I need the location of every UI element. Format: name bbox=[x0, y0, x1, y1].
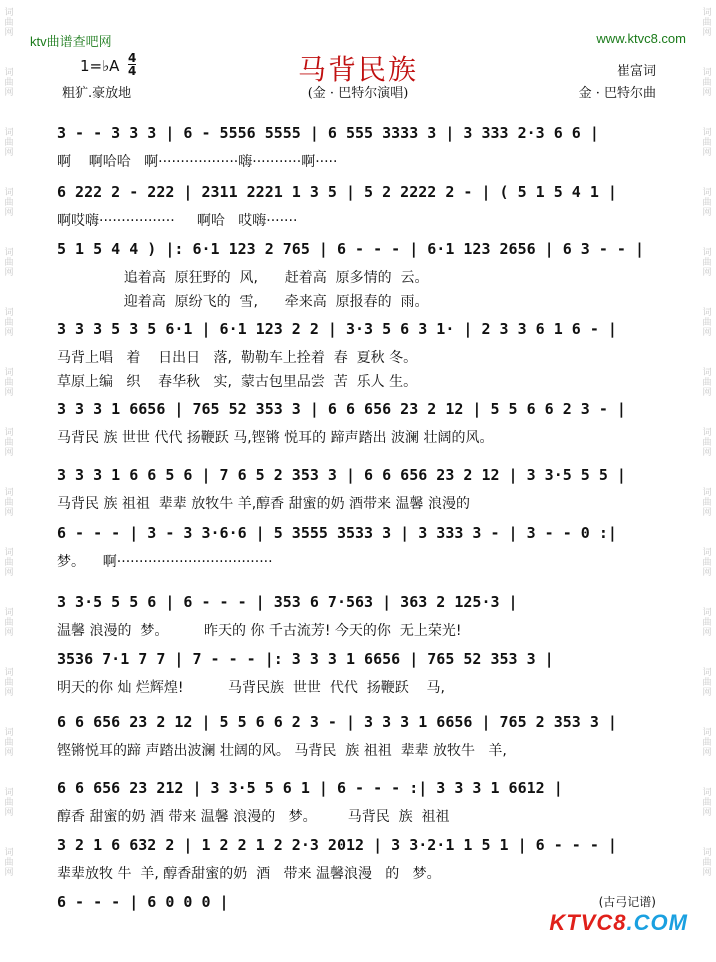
composer: 金 · 巴特尔曲 bbox=[578, 86, 656, 101]
lyric-line: 马背上唱 着 日出日 落, 勒勒车上拴着 春 夏秋 冬。 bbox=[57, 350, 418, 366]
watermark-text: 词 曲 网 bbox=[4, 548, 14, 578]
watermark-text: 词 曲 网 bbox=[4, 68, 14, 98]
site-name-left[interactable]: ktv曲谱查吧网 bbox=[30, 34, 112, 49]
lyric-line: 啊 啊哈哈 啊··················嗨···········啊····· bbox=[57, 154, 338, 170]
lyric-line: 铿锵悦耳的蹄 声踏出波澜 壮阔的风。 马背民 族 祖祖 辈辈 放牧牛 羊, bbox=[57, 743, 507, 759]
lyric-line: 草原上编 织 春华秋 实, 蒙古包里品尝 苦 乐人 生。 bbox=[57, 374, 418, 390]
lyric-line: 明天的你 灿 烂辉煌! 马背民族 世世 代代 扬鞭跃 马, bbox=[57, 680, 445, 696]
notation-line: 3 3 3 1 6656 | 765 52 353 3 | 6 6 656 23 2 12 | 5 5 6 6 2 3 - | bbox=[57, 400, 626, 418]
watermark-text: 词 曲 网 bbox=[702, 848, 712, 878]
notation-line: 3536 7·1 7 7 | 7 - - - |: 3 3 3 1 6656 | 765 52 353 3 | bbox=[57, 650, 554, 668]
watermark-text: 词 曲 网 bbox=[702, 248, 712, 278]
watermark-text: 词 曲 网 bbox=[702, 728, 712, 758]
singer: (金 · 巴特尔演唱) bbox=[307, 86, 409, 101]
watermark-text: 词 曲 网 bbox=[4, 608, 14, 638]
watermark-text: 词 曲 网 bbox=[4, 428, 14, 458]
watermark-text: 词 曲 网 bbox=[702, 488, 712, 518]
watermark-text: 词 曲 网 bbox=[4, 488, 14, 518]
watermark-text: 词 曲 网 bbox=[4, 128, 14, 158]
transcriber-note: (古弓记谱) bbox=[598, 895, 656, 909]
notation-line: 6 6 656 23 212 | 3 3·5 5 6 1 | 6 - - - :| 3 3 3 1 6612 | bbox=[57, 779, 563, 797]
lyric-line: 马背民 族 世世 代代 扬鞭跃 马,铿锵 悦耳的 蹄声踏出 波澜 壮阔的风。 bbox=[57, 430, 494, 446]
lyric-line: 辈辈放牧 牛 羊, 醇香甜蜜的奶 酒 带来 温馨浪漫 的 梦。 bbox=[57, 866, 441, 882]
site-url-right[interactable]: www.ktvc8.com bbox=[596, 31, 686, 46]
lyricist: 崔富词 bbox=[616, 64, 656, 79]
right-watermark bbox=[698, 0, 716, 962]
lyric-line: 追着高 原狂野的 风, 赶着高 原多情的 云。 bbox=[57, 270, 429, 286]
watermark-text: 词 曲 网 bbox=[4, 8, 14, 38]
watermark-text: 词 曲 网 bbox=[702, 668, 712, 698]
lyric-line: 醇香 甜蜜的奶 酒 带来 温馨 浪漫的 梦。 马背民 族 祖祖 bbox=[57, 809, 450, 825]
notation-line: 3 - - 3 3 3 | 6 - 5556 5555 | 6 555 3333 3 | 3 333 2·3 6 6 | bbox=[57, 124, 599, 142]
notation-line: 3 3 3 1 6 6 5 6 | 7 6 5 2 353 3 | 6 6 656 23 2 12 | 3 3·5 5 5 | bbox=[57, 466, 626, 484]
notation-line: 6 6 656 23 2 12 | 5 5 6 6 2 3 - | 3 3 3 1 6656 | 765 2 353 3 | bbox=[57, 713, 617, 731]
watermark-text: 词 曲 网 bbox=[4, 728, 14, 758]
lyric-line: 迎着高 原纷飞的 雪, 牵来高 原报春的 雨。 bbox=[57, 294, 429, 310]
lyric-line: 梦。 啊··································· bbox=[57, 554, 273, 570]
watermark-text: 词 曲 网 bbox=[4, 308, 14, 338]
site-logo: KTVC8.COM bbox=[549, 910, 688, 935]
left-watermark bbox=[0, 0, 18, 962]
watermark-text: 词 曲 网 bbox=[702, 188, 712, 218]
notation-line: 6 - - - | 3 - 3 3·6·6 | 5 3555 3533 3 | 3 333 3 - | 3 - - 0 :| bbox=[57, 524, 617, 542]
notation-line: 3 2 1 6 632 2 | 1 2 2 1 2 2·3 2012 | 3 3·2·1 1 5 1 | 6 - - - | bbox=[57, 836, 617, 854]
watermark-text: 词 曲 网 bbox=[702, 368, 712, 398]
watermark-text: 词 曲 网 bbox=[702, 128, 712, 158]
key-signature: 1=♭A bbox=[80, 57, 120, 75]
watermark-text: 词 曲 网 bbox=[702, 548, 712, 578]
watermark-text: 词 曲 网 bbox=[4, 788, 14, 818]
lyric-line: 温馨 浪漫的 梦。 昨天的 你 千古流芳! 今天的你 无上荣光! bbox=[57, 623, 462, 639]
watermark-text: 词 曲 网 bbox=[702, 308, 712, 338]
watermark-text: 词 曲 网 bbox=[4, 668, 14, 698]
watermark-text: 词 曲 网 bbox=[702, 428, 712, 458]
watermark-text: 词 曲 网 bbox=[4, 248, 14, 278]
watermark-text: 词 曲 网 bbox=[702, 788, 712, 818]
watermark-text: 词 曲 网 bbox=[4, 368, 14, 398]
watermark-text: 词 曲 网 bbox=[702, 8, 712, 38]
notation-line: 6 222 2 - 222 | 2311 2221 1 3 5 | 5 2 2222 2 - | ( 5 1 5 4 1 | bbox=[57, 183, 617, 201]
watermark-text: 词 曲 网 bbox=[4, 188, 14, 218]
notation-line: 3 3 3 5 3 5 6·1 | 6·1 123 2 2 | 3·3 5 6 3 1· | 2 3 3 6 1 6 - | bbox=[57, 320, 617, 338]
watermark-text: 词 曲 网 bbox=[4, 848, 14, 878]
lyric-line: 马背民 族 祖祖 辈辈 放牧牛 羊,醇香 甜蜜的奶 酒带来 温馨 浪漫的 bbox=[57, 496, 470, 512]
watermark-text: 词 曲 网 bbox=[702, 68, 712, 98]
notation-line: 3 3·5 5 5 6 | 6 - - - | 353 6 7·563 | 363 2 125·3 | bbox=[57, 593, 518, 611]
lyric-line: 啊哎嗨················· 啊哈 哎嗨······· bbox=[57, 213, 298, 229]
watermark-text: 词 曲 网 bbox=[702, 608, 712, 638]
performance-style: 粗犷.豪放地 bbox=[62, 86, 132, 101]
notation-line: 6 - - - | 6 0 0 0 | bbox=[57, 893, 229, 911]
time-signature: 4 4 bbox=[128, 51, 137, 78]
notation-line: 5 1 5 4 4 ) |: 6·1 123 2 765 | 6 - - - | 6·1 123 2656 | 6 3 - - | bbox=[57, 240, 644, 258]
song-title: 马背民族 bbox=[297, 53, 418, 86]
